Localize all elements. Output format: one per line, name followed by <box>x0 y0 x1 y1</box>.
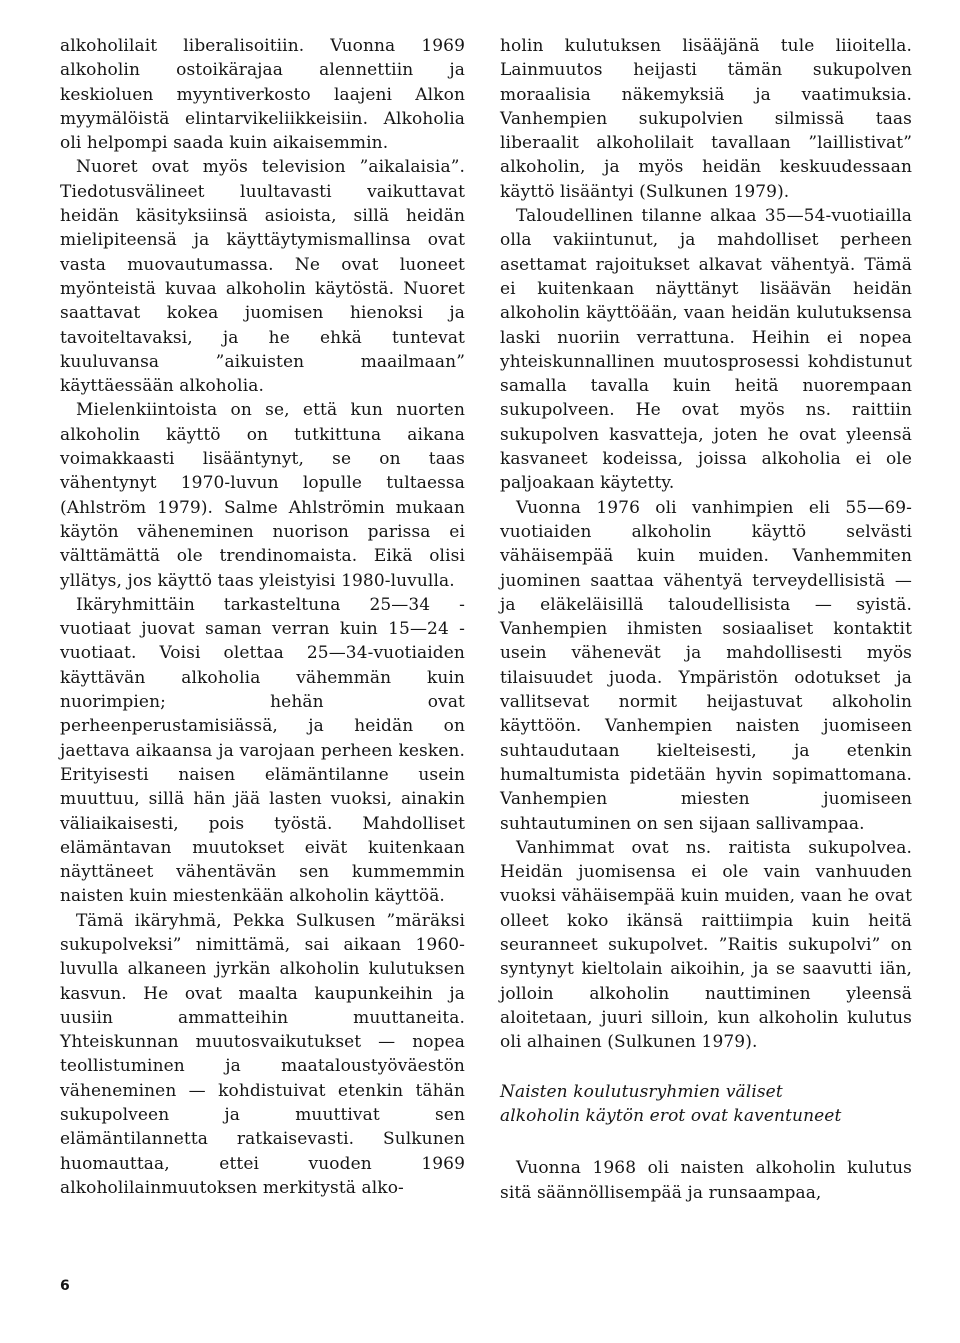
paragraph: holin kulutuksen lisääjänä tule liioitella. Lainmuutos heijasti tämän sukupolven moraalisia näkemyksiä ja vaatimuksia. Vanhempien sukupolvien silmissä taas liberaalit alkoholilait tavallaan ”laillistivat” alkoholin, ja myös heidän keskuudessaan käyttö lisääntyi (Sulkunen 1979). <box>500 36 912 202</box>
paragraph: Mielenkiintoista on se, että kun nuorten alkoholin käyttö on tutkittuna aikana voimakkaasti lisääntynyt, se on taas vähentynyt 1970-luvun lopulle tultaessa (Ahlström 1979). Salme Ahlströmin mukaan käytön väheneminen nuorison parissa ei välttämättä ole trendinomaista. Eikä olisi yllätys, jos käyttö taas yleistyisi 1980-luvulla. <box>60 400 465 591</box>
subheading-line: Naisten koulutusryhmien väliset <box>500 1082 783 1103</box>
page-number: 6 <box>60 1278 70 1294</box>
paragraph: Vuonna 1976 oli vanhimpien eli 55—69-vuotiaiden alkoholin käyttö selvästi vähäisempää kuin muiden. Vanhemmiten juominen saattaa vähentyä terveydellisistä — ja eläkeläisillä taloudellisista — syistä. Vanhempien ihmisten sosiaaliset kontaktit usein vähenevät ja mahdollisesti myös tilaisuudet juoda. Ympäristön odotukset ja vallitsevat normit heijastuvat alkoholin käyttöön. Vanhempien naisten juomiseen suhtaudutaan kielteisesti, ja etenkin humaltumista pidetään hyvin sopimattomana. Vanhempien miesten juomiseen suhtautuminen on sen sijaan sallivampaa. <box>500 497 912 834</box>
section-subheading <box>500 1080 912 1128</box>
paragraph: Tämä ikäryhmä, Pekka Sulkusen ”märäksi sukupolveksi” nimittämä, sai aikaan 1960-luvulla alkaneen jyrkän alkoholin kulutuksen kasvun. He ovat maalta kaupunkeihin ja uusiin ammatteihin muuttaneita. Yhteiskunnan muutosvaikutukset — nopea teollistuminen ja maataloustyöväestön väheneminen — kohdistuivat etenkin tähän sukupolveen ja muuttivat sen elämäntilannetta ratkaisevasti. Sulkunen huomauttaa, ettei vuoden 1969 alkoholilainmuutoksen merkitystä alko- <box>60 910 465 1198</box>
paragraph: Taloudellinen tilanne alkaa 35—54-vuotiailla olla vakiintunut, ja mahdolliset perheen asettamat rajoitukset alkavat vähentyä. Tämä ei kuitenkaan näyttänyt lisäävän heidän alkoholin käyttöään, vaan heidän kulutuksensa laski nuoriin verrattuna. Heihin ei nopea yhteiskunnallinen muutosprosessi kohdistunut samalla tavalla kuin heitä nuorempaan sukupolveen. He ovat myös ns. raittiin sukupolven kasvatteja, joten he ovat yleensä kasvaneet kodeissa, joissa alkoholia ei ole paljoakaan käytetty. <box>500 206 912 494</box>
left-column <box>60 34 465 1200</box>
right-column <box>500 34 912 1205</box>
paragraph: Ikäryhmittäin tarkasteltuna 25—34 -vuotiaat juovat saman verran kuin 15—24 -vuotiaat. Voisi olettaa 25—34-vuotiaiden käyttävän alkoholia vähemmän kuin nuorimpien; hehän ovat perheenperustamisiässä, ja heidän on jaettava aikaansa ja varojaan perheen kesken. Erityisesti naisen elämäntilanne usein muuttuu, sillä hän jää lasten vuoksi, ainakin väliaikaisesti, pois työstä. Mahdolliset elämäntavan muutokset eivät kuitenkaan näyttäneet vähentävän sen kummemmin naisten kuin miestenkään alkoholin käyttöä. <box>60 594 465 907</box>
paragraph: Vanhimmat ovat ns. raitista sukupolvea. Heidän juomisensa ei ole vain vanhuuden vuoksi vähäisempää kuin muiden, vaan he ovat olleet koko ikänsä raittiimpia kuin heitä seuranneet sukupolvet. ”Raitis sukupolvi” on syntynyt kieltolain aikoihin, ja se saavutti iän, jolloin alkoholin nauttiminen yleensä aloitetaan, juuri silloin, kun alkoholin kulutus oli alhainen (Sulkunen 1979). <box>500 837 912 1053</box>
paragraph: Nuoret ovat myös television ”aikalaisia”. Tiedotusvälineet luultavasti vaikuttavat heidän käsityksiinsä asioista, sillä heidän mielipiteensä ja käyttäytymismallinsa ovat vasta muovautumassa. Ne ovat luoneet myönteistä kuvaa alkoholin käytöstä. Nuoret saattavat kokea juomisen hienoksi ja tavoiteltavaksi, ja he ehkä tuntevat kuuluvansa ”aikuisten maailmaan” käyttäessään alkoholia. <box>60 157 465 397</box>
paragraph: Vuonna 1968 oli naisten alkoholin kulutus sitä säännöllisempää ja runsaampaa, <box>500 1158 912 1203</box>
paragraph: alkoholilait liberalisoitiin. Vuonna 1969 alkoholin ostoikärajaa alennettiin ja keskioluen myyntiverkosto laajeni Alkon myymälöistä elintarvikeliikkeisiin. Alkoholia oli helpompi saada kuin aikaisemmin. <box>60 36 465 154</box>
subheading-line: alkoholin käytön erot ovat kaventuneet <box>500 1106 842 1127</box>
